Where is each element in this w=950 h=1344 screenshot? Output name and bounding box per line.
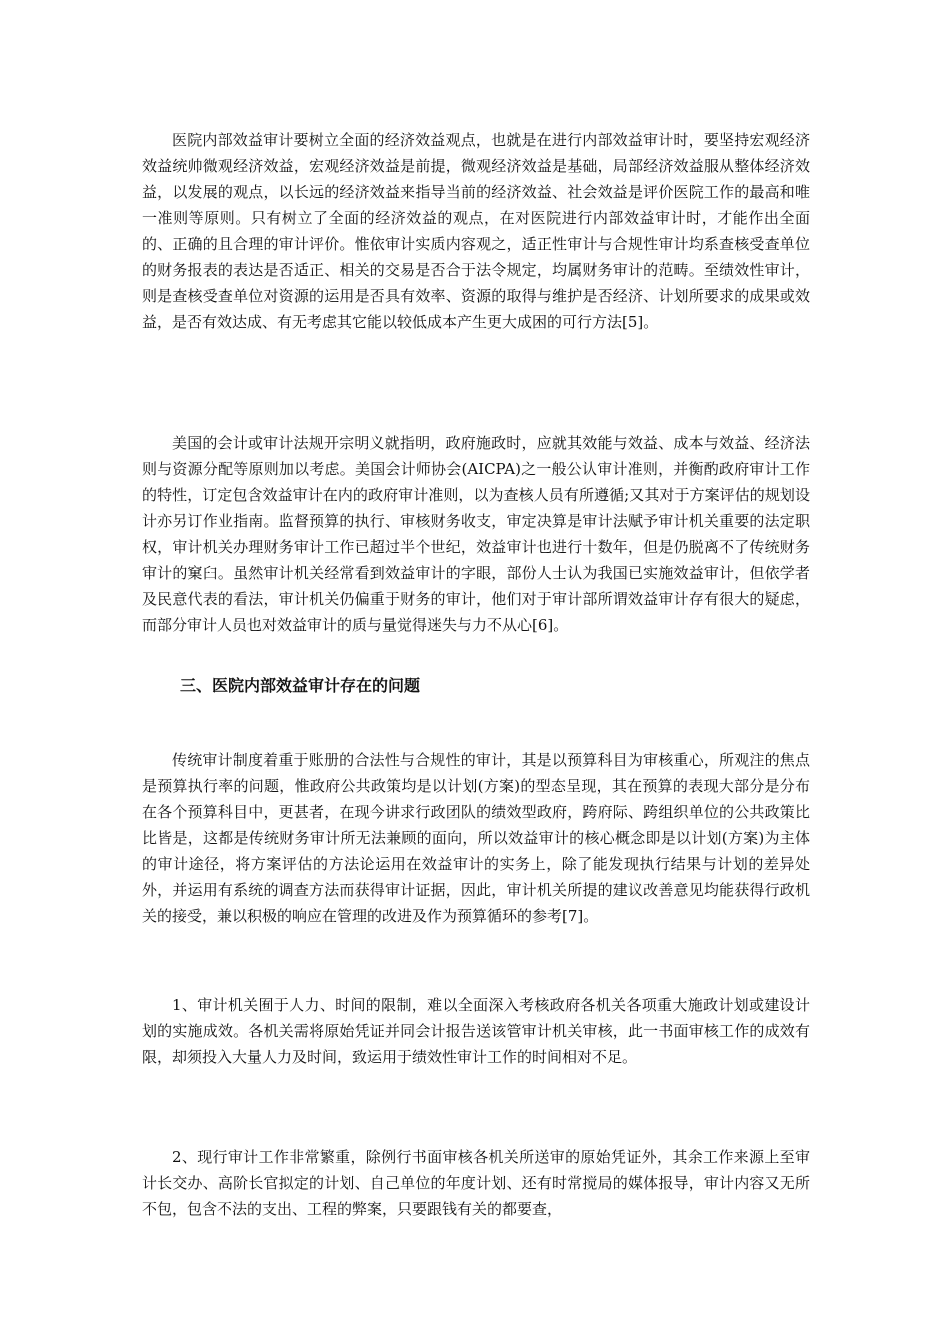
section-heading: 三、医院内部效益审计存在的问题 — [180, 676, 421, 695]
paragraph-issue-1: 1、审计机关囿于人力、时间的限制，难以全面深入考核政府各机关各项重大施政计划或建设计划的实施成效。各机关需将原始凭证并同会计报告送该管审计机关审核，此一书面审核工作的成效有限，却须投入大量人力及时间，致运用于绩效性审计工作的时间相对不足。 — [142, 996, 810, 1066]
paragraph-traditional-audit-system: 传统审计制度着重于账册的合法性与合规性的审计，其是以预算科目为审核重心，所观注的焦点是预算执行率的问题，惟政府公共政策均是以计划(方案)的型态呈现，其在预算的表现大部分是分布在各个预算科目中，更甚者，在现今讲求行政团队的绩效型政府，跨府际、跨组织单位的公共政策比比皆是，这都是传统财务审计所无法兼顾的面向，所以效益审计的核心概念即是以计划(方案)为主体的审计途径，将方案评估的方法论运用在效益审计的实务上，除了能发现执行结果与计划的差异处外，并运用有系统的调查方法而获得审计证据，因此，审计机关所提的建议改善意见均能获得行政机关的接受，兼以积极的响应在管理的改进及作为预算循环的参考[7]。 — [142, 751, 810, 925]
paragraph-overall-economic-benefit: 医院内部效益审计要树立全面的经济效益观点，也就是在进行内部效益审计时，要坚持宏观经济效益统帅微观经济效益，宏观经济效益是前提，微观经济效益是基础，局部经济效益服从整体经济效益，以发展的观点，以长远的经济效益来指导当前的经济效益、社会效益是评价医院工作的最高和唯一准则等原则。只有树立了全面的经济效益的观点，在对医院进行内部效益审计时，才能作出全面的、正确的且合理的审计评价。惟依审计实质内容观之，适正性审计与合规性审计均系查核受查单位的财务报表的表达是否适正、相关的交易是否合于法令规定，均属财务审计的范畴。至绩效性审计，则是查核受查单位对资源的运用是否具有效率、资源的取得与维护是否经济、计划所要求的成果或效益，是否有效达成、有无考虑其它能以较低成本产生更大成困的可行方法[5]。 — [142, 131, 810, 331]
paragraph-us-audit-regulations: 美国的会计或审计法规开宗明义就指明，政府施政时，应就其效能与效益、成本与效益、经济法则与资源分配等原则加以考虑。美国会计师协会(AICPA)之一般公认审计准则，并衡酌政府审计工作的特性，订定包含效益审计在内的政府审计准则，以为查核人员有所遵循;又其对于方案评估的规划设计亦另订作业指南。监督预算的执行、审核财务收支，审定决算是审计法赋予审计机关重要的法定职权，审计机关办理财务审计工作已超过半个世纪，效益审计也进行十数年，但是仍脱离不了传统财务审计的窠臼。虽然审计机关经常看到效益审计的字眼，部份人士认为我国已实施效益审计，但依学者及民意代表的看法，审计机关仍偏重于财务的审计，他们对于审计部所谓效益审计存有很大的疑虑，而部分审计人员也对效益审计的质与量觉得迷失与力不从心[6]。 — [142, 434, 810, 634]
paragraph-issue-2: 2、现行审计工作非常繁重，除例行书面审核各机关所送审的原始凭证外，其余工作来源上至审计长交办、高阶长官拟定的计划、自己单位的年度计划、还有时常搅局的媒体报导，审计内容又无所不包，包含不法的支出、工程的弊案，只要跟钱有关的都要查， — [142, 1148, 810, 1218]
